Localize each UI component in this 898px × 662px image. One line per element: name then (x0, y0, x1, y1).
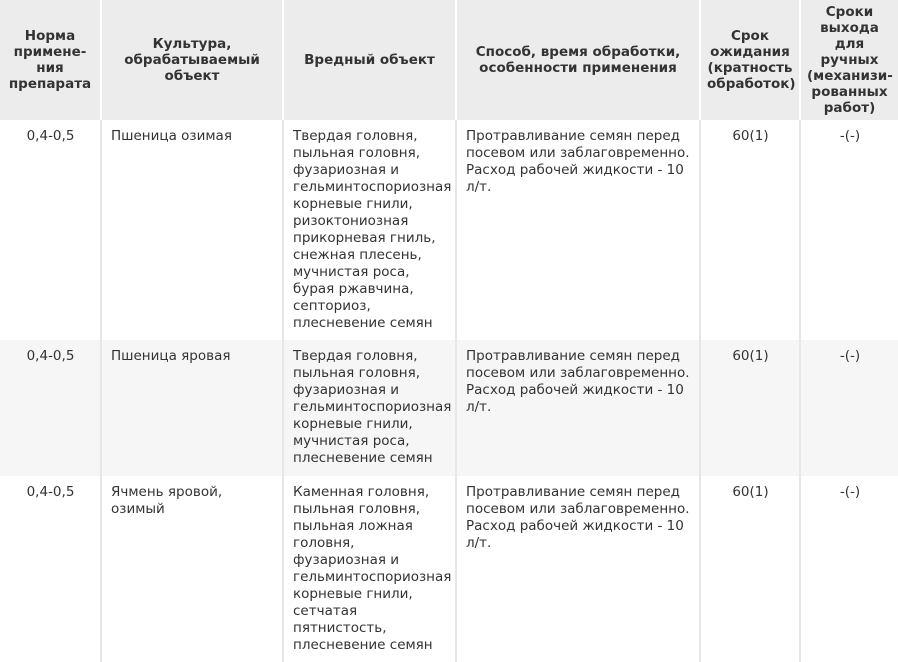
table-row (0, 340, 898, 476)
cell-method: Протравливание семян перед посевом или заблаговременно. Расход рабочей жидкости - 10 л/т. (456, 340, 700, 476)
cell-waiting-period: 60(1) (700, 120, 800, 340)
header-exit-period: Сроки выхода для ручных (механизи-рованных работ) (800, 0, 898, 120)
header-crop: Культура, обрабатываемый объект (101, 0, 283, 120)
header-application-rate: Норма примене-ния препарата (0, 0, 101, 120)
cell-pest: Каменная головня, пыльная головня, пыльная ложная головня, фузариозная и гельминтоспориозная корневые гнили, сетчатая пятнистость, плесневение семян (283, 476, 456, 662)
header-method: Способ, время обработки, особенности применения (456, 0, 700, 120)
cell-method: Протравливание семян перед посевом или заблаговременно. Расход рабочей жидкости - 10 л/т. (456, 476, 700, 662)
cell-pest: Твердая головня, пыльная головня, фузариозная и гельминтоспориозная корневые гнили, ризоктониозная прикорневая гниль, снежная плесень, мучнистая роса, бурая ржавчина, септориоз, плесневение семян (283, 120, 456, 340)
cell-exit-period: -(-) (800, 120, 898, 340)
cell-crop: Пшеница яровая (101, 340, 283, 476)
cell-crop: Ячмень яровой, озимый (101, 476, 283, 662)
cell-rate: 0,4-0,5 (0, 476, 101, 662)
cell-rate: 0,4-0,5 (0, 340, 101, 476)
cell-crop: Пшеница озимая (101, 120, 283, 340)
cell-pest: Твердая головня, пыльная головня, фузариозная и гельминтоспориозная корневые гнили, мучнистая роса, плесневение семян (283, 340, 456, 476)
cell-rate: 0,4-0,5 (0, 120, 101, 340)
cell-exit-period: -(-) (800, 340, 898, 476)
header-pest: Вредный объект (283, 0, 456, 120)
table-row (0, 476, 898, 662)
cell-waiting-period: 60(1) (700, 476, 800, 662)
cell-method: Протравливание семян перед посевом или заблаговременно. Расход рабочей жидкости - 10 л/т. (456, 120, 700, 340)
table-row (0, 120, 898, 340)
cell-exit-period: -(-) (800, 476, 898, 662)
table-header-row (0, 0, 898, 120)
header-waiting-period: Срок ожидания (кратность обработок) (700, 0, 800, 120)
cell-waiting-period: 60(1) (700, 340, 800, 476)
